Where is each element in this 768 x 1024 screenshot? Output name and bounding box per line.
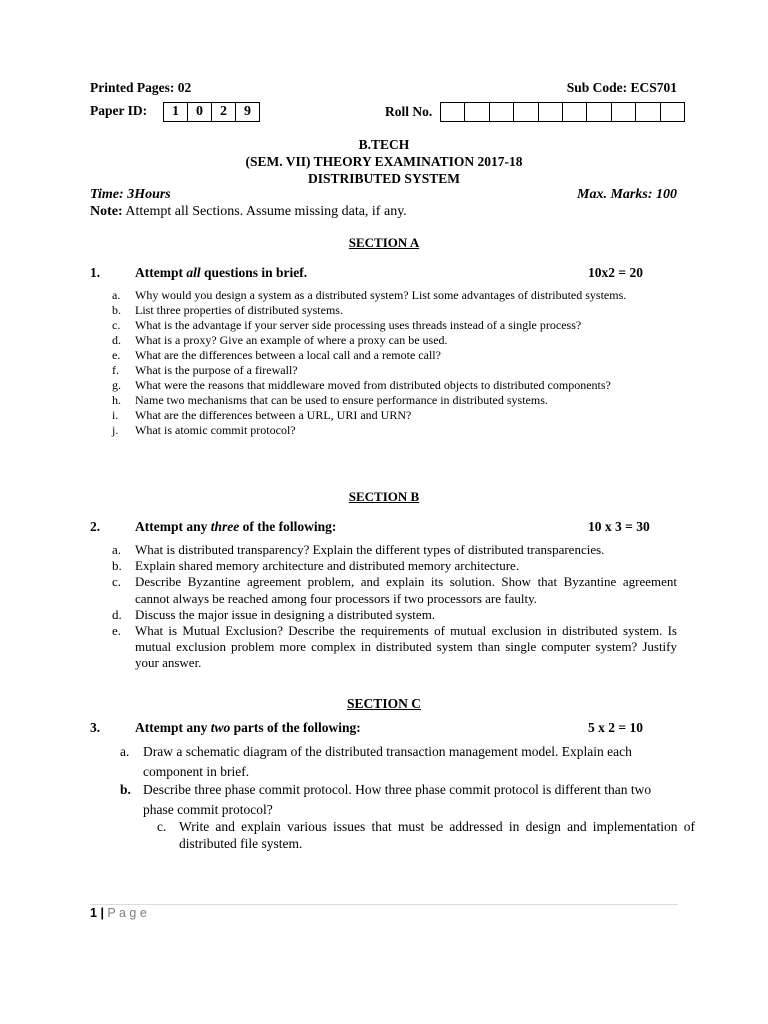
- question-1-instruction: [135, 265, 307, 281]
- instruction-emphasis: two: [210, 720, 231, 735]
- item-label: c.: [112, 574, 122, 590]
- paper-id-digit: 1: [163, 102, 188, 122]
- note-label: Note:: [90, 204, 123, 219]
- list-item: [112, 318, 677, 333]
- item-label: c.: [112, 318, 121, 332]
- list-item: [112, 378, 677, 393]
- exam-title: (SEM. VII) THEORY EXAMINATION 2017-18: [245, 154, 523, 169]
- question-3-marks: 5 x 2 = 10: [588, 720, 643, 735]
- item-label: d.: [112, 333, 121, 347]
- question-1-marks: 10x2 = 20: [588, 265, 643, 280]
- item-label: e.: [112, 623, 122, 639]
- item-label: b.: [112, 558, 122, 574]
- item-label: d.: [112, 606, 122, 622]
- item-text: Name two mechanisms that can be used to ensure performance in distributed systems.: [135, 393, 548, 407]
- instruction-prefix: Attempt any: [135, 519, 211, 534]
- degree-title: B.TECH: [358, 137, 410, 152]
- subject-title: DISTRIBUTED SYSTEM: [308, 171, 460, 186]
- item-text: Draw a schematic diagram of the distributed transaction management model. Explain each component in brief.: [143, 744, 632, 779]
- instruction-prefix: Attempt any: [135, 720, 211, 735]
- printed-pages: Printed Pages: 02: [90, 80, 192, 95]
- list-item: [112, 408, 677, 423]
- exam-time: Time: 3Hours: [90, 187, 171, 202]
- item-label: a.: [112, 288, 121, 302]
- question-3-number: 3.: [90, 720, 101, 735]
- section-b-title: SECTION B: [348, 489, 420, 504]
- instruction-suffix: questions in brief.: [200, 265, 308, 280]
- item-text: What is the purpose of a firewall?: [135, 363, 298, 377]
- item-label: b.: [112, 303, 121, 317]
- roll-no-box[interactable]: [661, 102, 685, 122]
- item-text: Discuss the major issue in designing a distributed system.: [135, 606, 436, 622]
- section-c-item-b: [120, 780, 683, 819]
- item-text: Describe Byzantine agreement problem, and explain its solution. Show that Byzantine agreement cannot always be reached among four processors if two processors are faulty.: [135, 574, 677, 606]
- item-text: Describe three phase commit protocol. How three phase commit protocol is different than two phase commit protocol?: [143, 782, 652, 817]
- section-a-questions: [112, 288, 677, 438]
- sub-code: Sub Code: ECS701: [566, 80, 677, 95]
- paper-id-label: Paper ID:: [90, 103, 148, 118]
- list-item: [112, 348, 677, 363]
- section-b-questions: [112, 542, 677, 672]
- question-1-number: 1.: [90, 265, 101, 280]
- list-item: [112, 363, 677, 378]
- roll-no-box[interactable]: [514, 102, 538, 122]
- max-marks: Max. Marks: 100: [577, 187, 677, 202]
- item-text: What are the differences between a local call and a remote call?: [135, 348, 441, 362]
- item-label: j.: [112, 423, 119, 437]
- list-item: [112, 558, 677, 574]
- item-text: What is distributed transparency? Explain the different types of distributed transparencies.: [135, 542, 605, 557]
- list-item: [112, 623, 677, 672]
- instruction-suffix: parts of the following:: [230, 720, 361, 735]
- roll-no-label: Roll No.: [385, 104, 433, 119]
- roll-no-box[interactable]: [636, 102, 660, 122]
- roll-no-boxes[interactable]: [440, 102, 685, 122]
- item-label: a.: [120, 744, 130, 759]
- paper-id-boxes: [163, 102, 260, 122]
- list-item: [112, 607, 677, 623]
- roll-no-box[interactable]: [587, 102, 611, 122]
- paper-id-digit: 2: [212, 102, 236, 122]
- roll-no-box[interactable]: [440, 102, 465, 122]
- question-2-number: 2.: [90, 519, 101, 534]
- instruction-emphasis: all: [186, 265, 201, 280]
- instruction-suffix: of the following:: [239, 519, 337, 534]
- list-item: [112, 303, 677, 318]
- note: [90, 204, 407, 220]
- roll-no-box[interactable]: [563, 102, 587, 122]
- list-item: [112, 574, 677, 606]
- item-text: What is a proxy? Give an example of where a proxy can be used.: [135, 333, 448, 347]
- item-label: i.: [112, 408, 119, 422]
- roll-no-box[interactable]: [490, 102, 514, 122]
- list-item: [112, 423, 677, 438]
- item-label: a.: [112, 542, 122, 557]
- roll-no-box[interactable]: [539, 102, 563, 122]
- section-a-title: SECTION A: [348, 235, 420, 250]
- item-text: What is Mutual Exclusion? Describe the requirements of mutual exclusion in distributed system. Is mutual exclusion problem more complex in distributed system than single computer system? Justify your answer.: [135, 623, 677, 671]
- footer-divider: [90, 904, 678, 905]
- note-text: Attempt all Sections. Assume missing data, if any.: [122, 204, 407, 219]
- page-number: 1: [90, 906, 97, 920]
- roll-no-box[interactable]: [612, 102, 636, 122]
- page-word: P a g e: [107, 906, 147, 920]
- list-item: [112, 542, 677, 558]
- item-label: f.: [112, 363, 119, 377]
- instruction-prefix: Attempt: [135, 265, 187, 280]
- item-label: b.: [120, 782, 131, 797]
- roll-no-box[interactable]: [465, 102, 489, 122]
- list-item: [112, 393, 677, 408]
- instruction-emphasis: three: [210, 519, 240, 534]
- item-text: What are the differences between a URL, URI and URN?: [135, 408, 412, 422]
- paper-id-digit: 0: [188, 102, 212, 122]
- paper-id-digit: 9: [236, 102, 260, 122]
- page-separator: |: [100, 906, 104, 920]
- item-text: Why would you design a system as a distributed system? List some advantages of distributed systems.: [135, 288, 627, 302]
- question-2-marks: 10 x 3 = 30: [588, 519, 650, 534]
- item-text: What were the reasons that middleware moved from distributed objects to distributed components?: [135, 378, 611, 392]
- list-item: [112, 288, 677, 303]
- section-c-item-c: [157, 818, 695, 852]
- question-2-instruction: [135, 519, 336, 535]
- item-label: h.: [112, 393, 121, 407]
- item-label: e.: [112, 348, 121, 362]
- item-text: What is the advantage if your server side processing uses threads instead of a single process?: [135, 318, 582, 332]
- item-label: g.: [112, 378, 121, 392]
- section-c-item-a: [120, 742, 683, 781]
- page-footer: [90, 906, 147, 920]
- section-c-title: SECTION C: [347, 696, 421, 711]
- item-label: c.: [157, 819, 167, 834]
- question-3-instruction: [135, 720, 361, 736]
- item-text: What is atomic commit protocol?: [135, 423, 296, 437]
- item-text: Explain shared memory architecture and distributed memory architecture.: [135, 558, 520, 574]
- list-item: [112, 333, 677, 348]
- item-text: Write and explain various issues that must be addressed in design and implementation of distributed file system.: [179, 819, 695, 851]
- item-text: List three properties of distributed systems.: [135, 303, 343, 317]
